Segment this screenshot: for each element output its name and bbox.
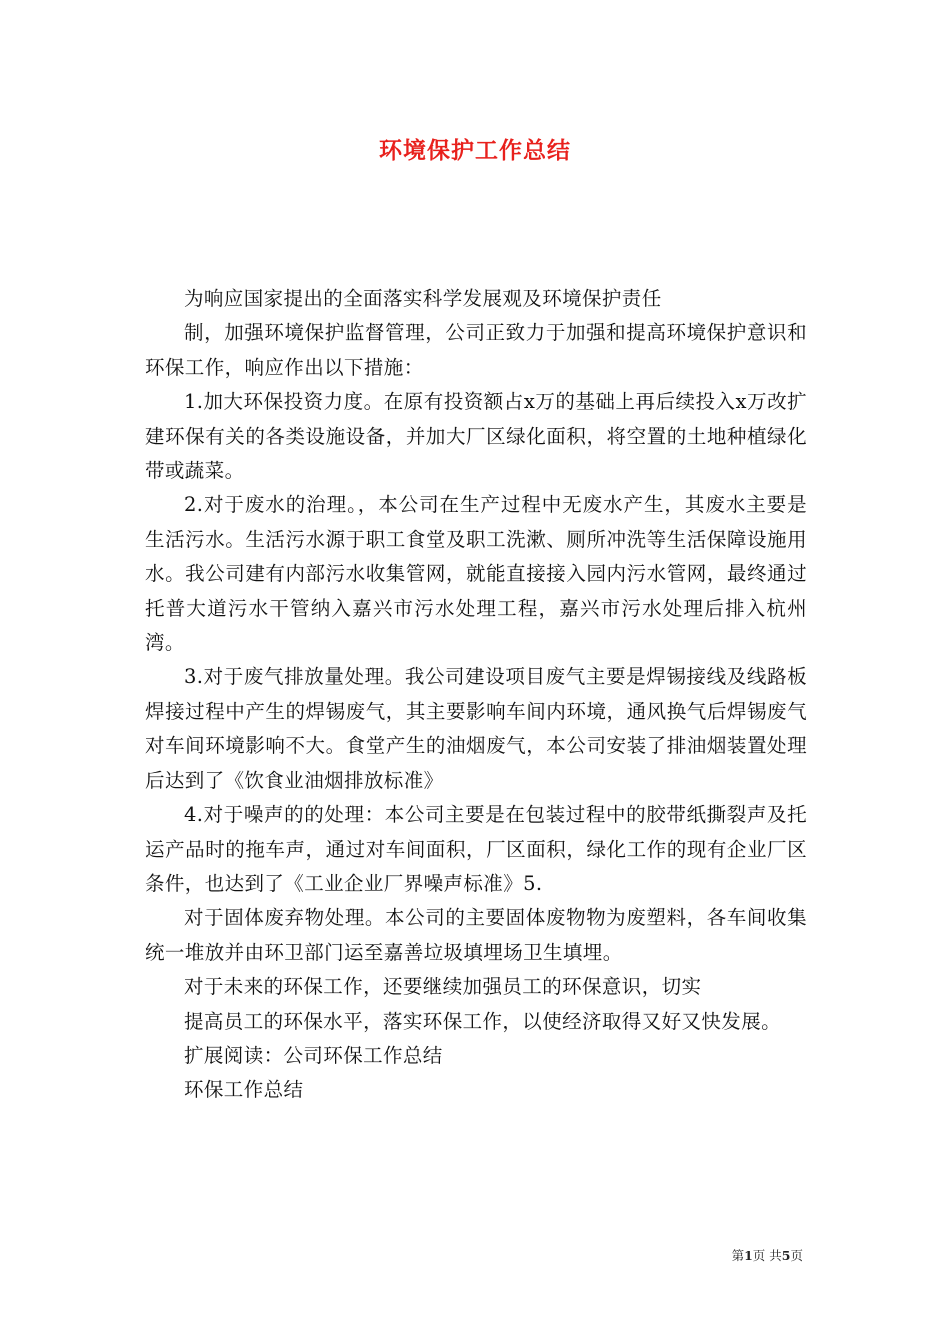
paragraph-future: 对于未来的环保工作，还要继续加强员工的环保意识，切实 [184, 975, 702, 999]
footer-total-pages: 5 [781, 1248, 791, 1263]
document-body [145, 282, 807, 1108]
paragraph-extended-reading: 扩展阅读：公司环保工作总结 [184, 1043, 443, 1067]
paragraph-measure-1: 1.加大环保投资力度。在原有投资额占x万的基础上再后续投入x万改扩建环保有关的各类设施设备，并加大厂区绿化面积，将空置的土地种植绿化带或蔬菜。 [145, 390, 807, 483]
paragraph-subtitle: 环保工作总结 [184, 1078, 304, 1102]
paragraph-measure-2: 2.对于废水的治理。，本公司在生产过程中无废水产生，其废水主要是生活污水。生活污水源于职工食堂及职工洗漱、厕所冲洗等生活保障设施用水。我公司建有内部污水收集管网，就能直接接入园内污水管网，最终通过托普大道污水干管纳入嘉兴市污水处理工程，嘉兴市污水处理后排入杭州湾。 [145, 493, 807, 655]
paragraph-future-continued: 提高员工的环保水平，落实环保工作，以使经济取得又好又快发展。 [184, 1009, 782, 1033]
page-number-footer [732, 1246, 803, 1264]
paragraph-measure-3: 3.对于废气排放量处理。我公司建设项目废气主要是焊锡接线及线路板焊接过程中产生的焊锡废气，其主要影响车间内环境，通风换气后焊锡废气对车间环境影响不大。食堂产生的油烟废气，本公司安装了排油烟装置处理后达到了《饮食业油烟排放标准》 [145, 665, 807, 792]
footer-middle: 页 共 [752, 1248, 782, 1263]
paragraph-intro-continued: 制，加强环境保护监督管理，公司正致力于加强和提高环境保护意识和环保工作，响应作出以下措施： [145, 321, 807, 379]
paragraph-intro: 为响应国家提出的全面落实科学发展观及环境保护责任 [184, 287, 662, 310]
document-title: 环境保护工作总结 [379, 137, 571, 164]
paragraph-measure-5: 对于固体废弃物处理。本公司的主要固体废物物为废塑料，各车间收集统一堆放并由环卫部门运至嘉善垃圾填埋场卫生填埋。 [145, 906, 807, 964]
footer-prefix: 第 [731, 1248, 745, 1263]
paragraph-measure-4: 4.对于噪声的的处理：本公司主要是在包装过程中的胶带纸撕裂声及托运产品时的拖车声，通过对车间面积，厂区面积，绿化工作的现有企业厂区条件，也达到了《工业企业厂界噪声标准》5. [145, 803, 807, 895]
footer-suffix: 页 [790, 1248, 803, 1263]
footer-current-page: 1 [744, 1248, 753, 1263]
